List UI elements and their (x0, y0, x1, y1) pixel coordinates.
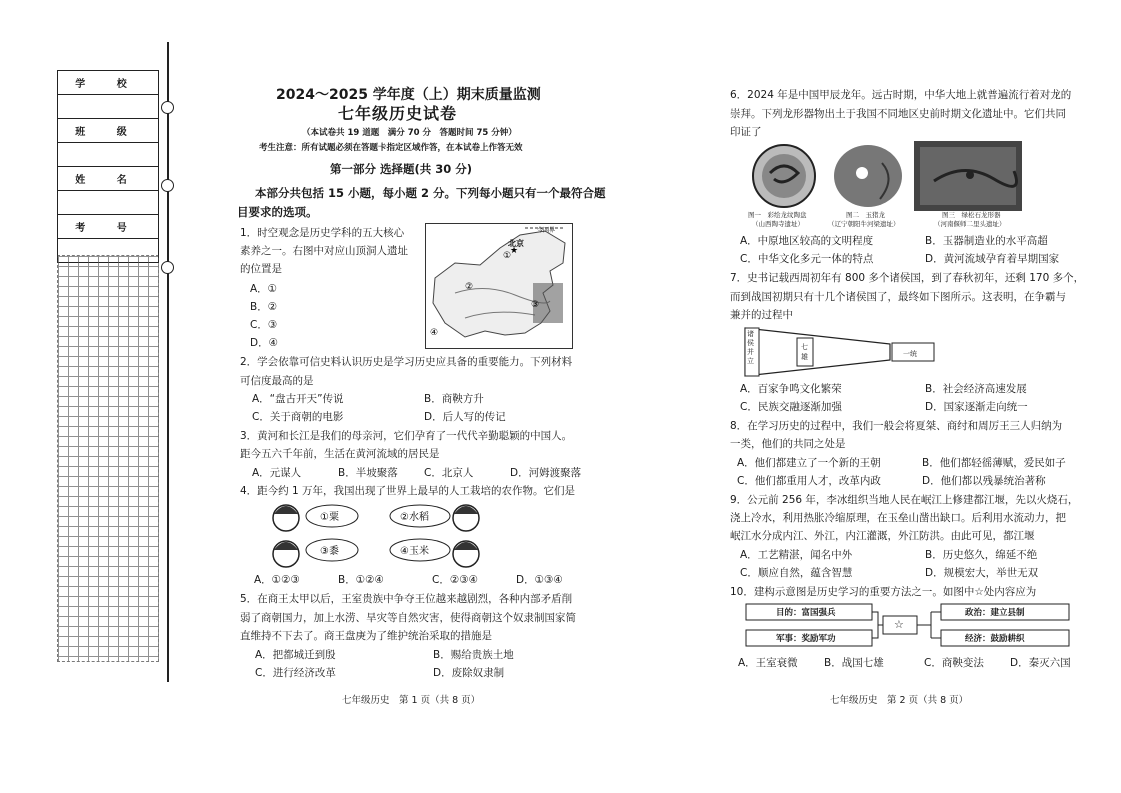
q6-option-b[interactable]: B．玉器制造业的水平高超 (925, 235, 1048, 247)
q7-option-a[interactable]: A．百家争鸣文化繁荣 (740, 383, 842, 395)
map-beijing: 北京 (508, 239, 524, 248)
page-2-footer: 七年级历史 第 2 页（共 8 页） (830, 695, 969, 706)
q1-text: 的位置是 (240, 263, 282, 275)
q2-option-a[interactable]: A．“盘古开天”传说 (252, 393, 344, 405)
q4-option-a[interactable]: A．①②③ (254, 574, 300, 586)
q8-option-b[interactable]: B．他们都轻徭薄赋，爱民如子 (922, 457, 1066, 469)
q8-option-d[interactable]: D．他们都以残暴统治著称 (922, 475, 1046, 487)
q3-option-b[interactable]: B．半坡聚落 (338, 467, 398, 479)
map-marker-4: ④ (430, 328, 439, 338)
q9-text: 岷江水分成内江、外江，内江灌溉，外江防洪。由此可见，都江堰 (730, 530, 1035, 542)
q6-caption-3: 图三 绿松石龙形器 (942, 211, 1001, 219)
q9-text: 浇上冷水，利用热胀冷缩原理，在玉垒山凿出缺口。后利用水流动力，把 (730, 512, 1066, 524)
q6-image-1 (742, 143, 826, 209)
q4-text: 4．距今约 1 万年，我国出现了世界上最早的人工栽培的农作物。它们是 (240, 485, 576, 497)
name-label: 姓 名 (58, 167, 158, 191)
q1-option-a[interactable]: A．① (250, 283, 278, 295)
map-marker-2: ② (465, 282, 474, 292)
crop-1: ①粟 (320, 512, 339, 523)
q4-speech-illustration (270, 500, 490, 572)
q7-option-c[interactable]: C．民族交融逐渐加强 (740, 401, 842, 413)
exam-number-grid (57, 255, 159, 662)
binding-hole (161, 179, 174, 192)
q8-option-c[interactable]: C．他们都重用人才，改革内政 (737, 475, 881, 487)
q6-caption-1: 图一 彩绘龙纹陶盘 (748, 211, 807, 219)
q7-text: 兼并的过程中 (730, 309, 793, 321)
class-label: 班 级 (58, 119, 158, 143)
q4-option-c[interactable]: C．②③④ (432, 574, 479, 586)
q7-text: 而到战国初期只有十几个诸侯国了，最终如下图所示。这表明，在争霸与 (730, 291, 1066, 303)
q10-politics: 政治：建立县制 (965, 608, 1025, 618)
q3-option-a[interactable]: A．元谋人 (252, 467, 302, 479)
q7-box-unified: 一统 (903, 350, 917, 358)
school-field[interactable] (58, 95, 158, 119)
page-1-footer: 七年级历史 第 1 页（共 8 页） (342, 695, 481, 706)
q6-caption-3-site: （河南偃师二里头遗址） (934, 220, 1006, 228)
q6-text: 印证了 (730, 126, 762, 138)
q9-option-a[interactable]: A．工艺精湛，闻名中外 (740, 549, 853, 561)
q10-center-star: ☆ (894, 618, 904, 631)
crop-2: ②水稻 (400, 512, 429, 523)
q1-option-c[interactable]: C．③ (250, 319, 278, 331)
q5-option-c[interactable]: C．进行经济改革 (255, 667, 336, 679)
q10-economy: 经济：鼓励耕织 (965, 634, 1025, 644)
q5-text: 5．在商王太甲以后，王室贵族中争夺王位越来越剧烈，各种内部矛盾削 (240, 593, 573, 605)
q6-option-a[interactable]: A．中原地区较高的文明程度 (740, 235, 874, 247)
exam-notice: 考生注意：所有试题必须在答题卡指定区域作答，在本试卷上作答无效 (259, 143, 523, 153)
q10-option-a[interactable]: A．王室衰微 (738, 657, 798, 669)
map-marker-3: ③ (531, 300, 540, 310)
binding-hole (161, 101, 174, 114)
q2-text: 2．学会依靠可信史料认识历史是学习历史应具备的重要能力。下列材料 (240, 356, 573, 368)
q6-option-c[interactable]: C．中华文化多元一体的特点 (740, 253, 874, 265)
q4-option-b[interactable]: B．①②④ (338, 574, 384, 586)
class-field[interactable] (58, 143, 158, 167)
q7-box-seven: 七雄 (801, 343, 808, 361)
q8-option-a[interactable]: A．他们都建立了一个新的王朝 (737, 457, 881, 469)
q2-option-c[interactable]: C．关于商朝的电影 (252, 411, 344, 423)
q1-option-d[interactable]: D．④ (250, 337, 278, 349)
q4-option-d[interactable]: D．①③④ (516, 574, 563, 586)
school-label: 学 校 (58, 71, 158, 95)
part1-intro: 本部分共包括 15 小题，每小题 2 分。下列每小题只有一个最符合题 (255, 186, 606, 200)
q7-text: 7．史书记载西周初年有 800 多个诸侯国，到了春秋初年，还剩 170 多个， (730, 272, 1085, 284)
q6-caption-1-site: （山西陶寺遗址） (752, 220, 804, 228)
q7-option-b[interactable]: B．社会经济高速发展 (925, 383, 1027, 395)
q10-option-c[interactable]: C．商鞅变法 (924, 657, 984, 669)
q10-military: 军事：奖励军功 (776, 634, 836, 644)
crop-3: ③黍 (320, 546, 339, 557)
q3-option-c[interactable]: C．北京人 (424, 467, 474, 479)
q6-image-2 (830, 143, 906, 209)
q6-text: 6．2024 年是中国甲辰龙年。远古时期，中华大地上就普遍流行着对龙的 (730, 89, 1072, 101)
q8-text: 8．在学习历史的过程中，我们一般会将夏桀、商纣和周厉王三人归纳为 (730, 420, 1063, 432)
q5-option-b[interactable]: B．赐给贵族土地 (433, 649, 514, 661)
q5-option-a[interactable]: A．把都城迁到殷 (255, 649, 336, 661)
q6-image-3 (914, 141, 1022, 211)
q1-china-map (425, 223, 573, 349)
q9-text: 9．公元前 256 年，李冰组织当地人民在岷江上修建都江堰，先以火烧石， (730, 494, 1079, 506)
binding-hole (161, 261, 174, 274)
q10-text: 10．建构示意图是历史学习的重要方法之一。如图中☆处内容应为 (730, 586, 1037, 598)
q3-text: 3．黄河和长江是我们的母亲河，它们孕育了一代代辛勤聪颖的中国人。 (240, 430, 573, 442)
q3-text: 距今五六千年前，生活在黄河流域的居民是 (240, 448, 440, 460)
number-label: 考 号 (58, 215, 158, 239)
map-marker-1: ① (503, 251, 512, 261)
q8-text: 一类，他们的共同之处是 (730, 438, 846, 450)
q7-option-d[interactable]: D．国家逐渐走向统一 (925, 401, 1028, 413)
q1-text: 1．时空观念是历史学科的五大核心 (240, 227, 405, 239)
map-star-icon: ★ (510, 246, 519, 256)
name-field[interactable] (58, 191, 158, 215)
q6-text: 崇拜。下列龙形器物出土于我国不同地区史前时期文化遗址中。它们共同 (730, 108, 1066, 120)
student-info-table (57, 70, 159, 263)
q9-option-c[interactable]: C．顺应自然，蕴含智慧 (740, 567, 853, 579)
q7-box-vassals: 诸侯并立 (747, 330, 754, 365)
q10-option-d[interactable]: D．秦灭六国 (1010, 657, 1071, 669)
q5-text: 弱了商朝国力，加上水涝、旱灾等自然灾害，使得商朝这个奴隶制国家简 (240, 612, 576, 624)
part1-intro-cont: 目要求的选项。 (237, 205, 318, 219)
exam-title: 2024～2025 学年度（上）期末质量监测 (276, 87, 541, 103)
q6-option-d[interactable]: D．黄河流域孕育着早期国家 (925, 253, 1060, 265)
exam-info: （本试卷共 19 道题 满分 70 分 答题时间 75 分钟） (302, 128, 517, 138)
q6-caption-2: 图二 玉猪龙 (846, 211, 885, 219)
map-legend: 今国界 (537, 227, 556, 234)
q10-goal: 目的：富国强兵 (776, 608, 836, 618)
q2-option-d[interactable]: D．后人写的传记 (424, 411, 506, 423)
q2-text: 可信度最高的是 (240, 375, 314, 387)
q1-option-b[interactable]: B．② (250, 301, 278, 313)
q1-text: 素养之一。右图中对应山顶洞人遗址 (240, 245, 408, 257)
q6-caption-2-site: （辽宁朝阳牛河梁遗址） (828, 220, 900, 228)
q5-option-d[interactable]: D．废除奴隶制 (433, 667, 505, 679)
q7-funnel-diagram (742, 326, 952, 378)
q9-option-d[interactable]: D．规模宏大，举世无双 (925, 567, 1039, 579)
part1-heading: 第一部分 选择题(共 30 分) (330, 162, 473, 176)
q9-option-b[interactable]: B．历史悠久，绵延不绝 (925, 549, 1038, 561)
q2-option-b[interactable]: B．商鞅方升 (424, 393, 484, 405)
exam-subtitle: 七年级历史试卷 (338, 104, 458, 123)
crop-4: ④玉米 (400, 546, 429, 557)
binding-line (167, 42, 169, 682)
q10-option-b[interactable]: B．战国七雄 (824, 657, 884, 669)
q3-option-d[interactable]: D．河姆渡聚落 (510, 467, 582, 479)
q5-text: 直维持不下去了。商王盘庚为了维护统治采取的措施是 (240, 630, 492, 642)
